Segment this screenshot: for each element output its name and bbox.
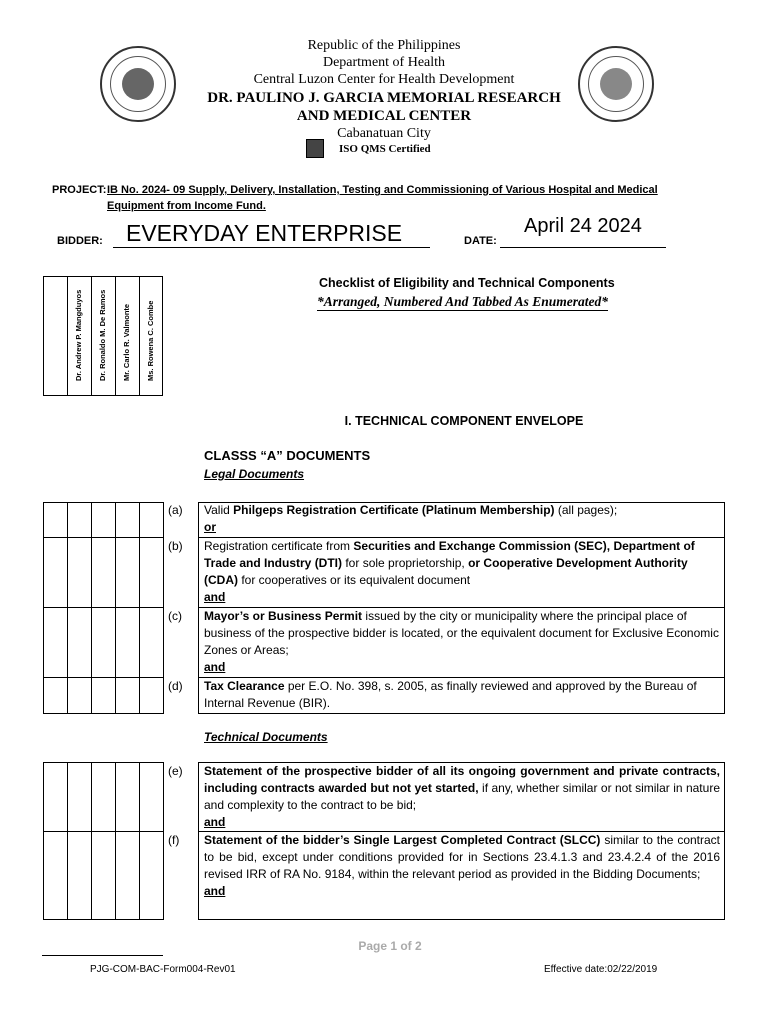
class-a-heading: CLASSS “A” DOCUMENTS (204, 448, 371, 463)
effective-date: Effective date:02/22/2019 (544, 964, 658, 975)
legal-documents-heading: Legal Documents (204, 467, 305, 481)
footnote-divider (42, 955, 163, 956)
header-hospital-line2: AND MEDICAL CENTER (296, 108, 472, 124)
checklist-title: Checklist of Eligibility and Technical Components (319, 276, 615, 290)
item-d-text: Tax Clearance per E.O. No. 398, s. 2005, as finally reviewed and approved by the Bureau of Internal Revenue (BIR). (204, 679, 697, 710)
header-department: Department of Health (322, 55, 446, 70)
item-b-text: Registration certificate from Securities and Exchange Commission (SEC), Department of Trade and Industry (DTI) for sole proprietorship, or Cooperative Development Authority (CDA) for cooperatives or its equivalent document and (204, 539, 695, 604)
project-label: PROJECT: (52, 184, 107, 196)
checklist-subtitle: *Arranged, Numbered And Tabbed As Enumerated* (317, 294, 609, 309)
item-tag: (e) (168, 764, 183, 778)
item-tag: (c) (168, 609, 182, 623)
date-label: DATE: (464, 235, 497, 247)
form-code: PJG-COM-BAC-Form004-Rev01 (90, 964, 236, 975)
page-number: Page 1 of 2 (358, 939, 422, 953)
project-line1: IB No. 2024- 09 Supply, Delivery, Installation, Testing and Commissioning of Various Hospital and Medical (107, 184, 658, 196)
item-c-text: Mayor’s or Business Permit issued by the city or municipality where the principal place of business of the prospective bidder is located, or the equivalent document for Exclusive Economic Zones or Areas; and (204, 609, 719, 674)
item-tag: (b) (168, 539, 183, 553)
item-e-text: Statement of the prospective bidder of all its ongoing government and private contracts, including contracts awarded but not yet started, if any, whether similar or not similar in nature and complexity to the contract to be bid; and (204, 764, 720, 829)
iso-certified: ISO QMS Certified (339, 143, 431, 155)
project-line2: Equipment from Income Fund. (107, 200, 266, 212)
reviewer-name: Dr. Andrew P. Mangduyos (74, 289, 83, 381)
bidder-value: EVERYDAY ENTERPRISE (126, 220, 403, 246)
section-title: I. TECHNICAL COMPONENT ENVELOPE (344, 414, 584, 428)
header-hospital-line1: DR. PAULINO J. GARCIA MEMORIAL RESEARCH (207, 90, 561, 106)
header-republic: Republic of the Philippines (307, 38, 461, 53)
reviewer-name: Ms. Rowena C. Combe (146, 300, 155, 381)
technical-checkbox-grid (43, 762, 164, 920)
bidder-label: BIDDER: (57, 235, 103, 247)
item-a-text: Valid Philgeps Registration Certificate (Platinum Membership) (all pages); or (204, 503, 618, 534)
header-city: Cabanatuan City (337, 126, 431, 141)
item-tag: (f) (168, 833, 180, 847)
date-value: April 24 2024 (524, 215, 642, 237)
iso-q-icon (306, 139, 324, 158)
item-tag: (d) (168, 679, 183, 693)
reviewer-name: Dr. Ronaldo M. De Ramos (98, 289, 107, 381)
item-f-text: Statement of the bidder’s Single Largest Completed Contract (SLCC) similar to the contract to be bid, except under conditions provided for in Sections 23.4.1.3 and 23.4.2.4 of the 2016 revised IRR of RA No. 9184, within the relevant period as provided in the Bidding Documents; and (204, 833, 721, 898)
item-tag: (a) (168, 503, 183, 517)
reviewer-name: Mr. Carlo R. Valmonte (122, 303, 131, 381)
technical-documents-heading: Technical Documents (204, 730, 328, 744)
header-center: Central Luzon Center for Health Development (253, 72, 515, 87)
